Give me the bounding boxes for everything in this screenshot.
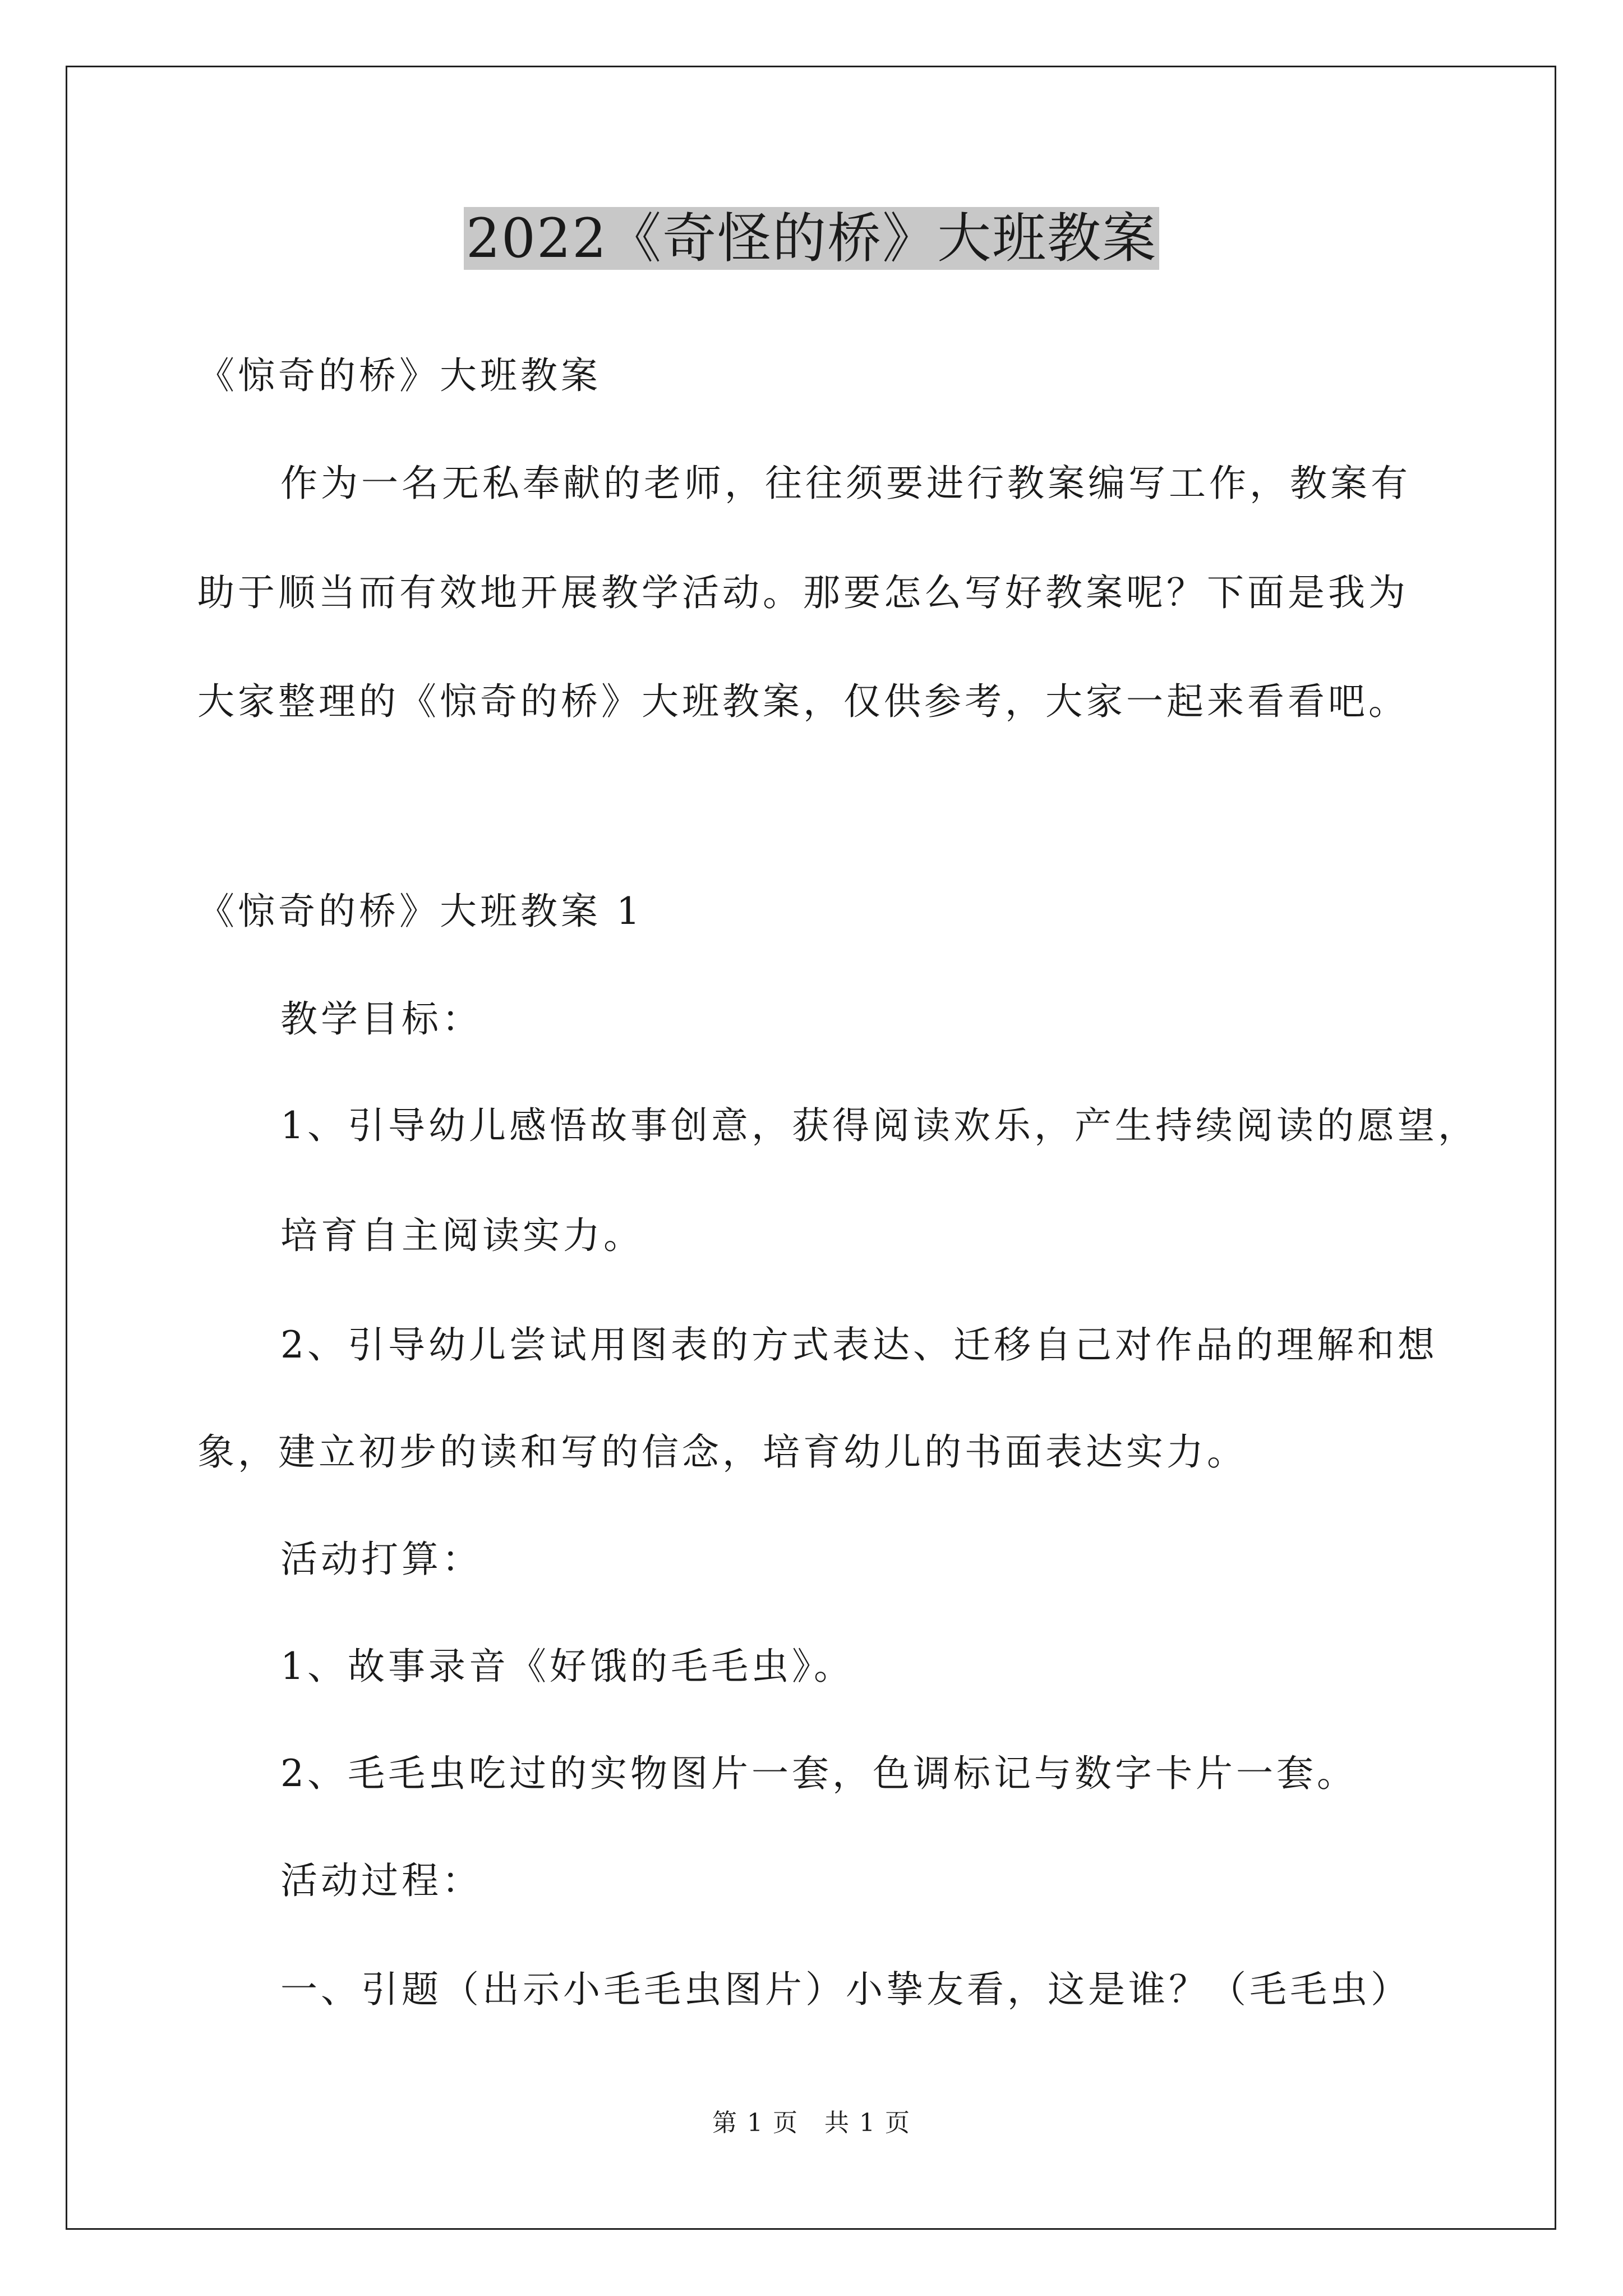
- goal-item-line: 象，建立初步的读和写的信念，培育幼儿的书面表达实力。: [197, 1430, 1247, 1474]
- goal-item-line: 1、引导幼儿感悟故事创意，获得阅读欢乐，产生持续阅读的愿望，: [280, 1104, 1478, 1147]
- goal-item-line: 2、引导幼儿尝试用图表的方式表达、迁移自己对作品的理解和想: [280, 1323, 1438, 1366]
- prep-item: 1、故事录音《好饿的毛毛虫》。: [280, 1645, 854, 1688]
- document-title: [0, 202, 1623, 275]
- prep-label: 活动打算：: [280, 1538, 482, 1581]
- intro-paragraph-line: 作为一名无私奉献的老师，往往须要进行教案编写工作，教案有: [280, 462, 1411, 505]
- goals-label: 教学目标：: [280, 997, 482, 1041]
- prep-item: 2、毛毛虫吃过的实物图片一套，色调标记与数字卡片一套。: [280, 1752, 1357, 1795]
- document-subtitle: 《惊奇的桥》大班教案: [197, 354, 601, 397]
- page-footer: 第 1 页 共 1 页: [712, 2109, 911, 2137]
- intro-paragraph-line: 助于顺当而有效地开展教学活动。那要怎么写好教案呢？下面是我为: [197, 571, 1409, 614]
- goal-item-line: 培育自主阅读实力。: [280, 1214, 644, 1257]
- process-label: 活动过程：: [280, 1859, 482, 1902]
- intro-paragraph-line: 大家整理的《惊奇的桥》大班教案，仅供参考，大家一起来看看吧。: [197, 680, 1409, 723]
- process-item: 一、引题（出示小毛毛虫图片）小挚友看，这是谁？（毛毛虫）: [280, 1968, 1411, 2011]
- section-heading: 《惊奇的桥》大班教案 1: [197, 890, 643, 933]
- document-title-text: 2022《奇怪的桥》大班教案: [464, 207, 1159, 270]
